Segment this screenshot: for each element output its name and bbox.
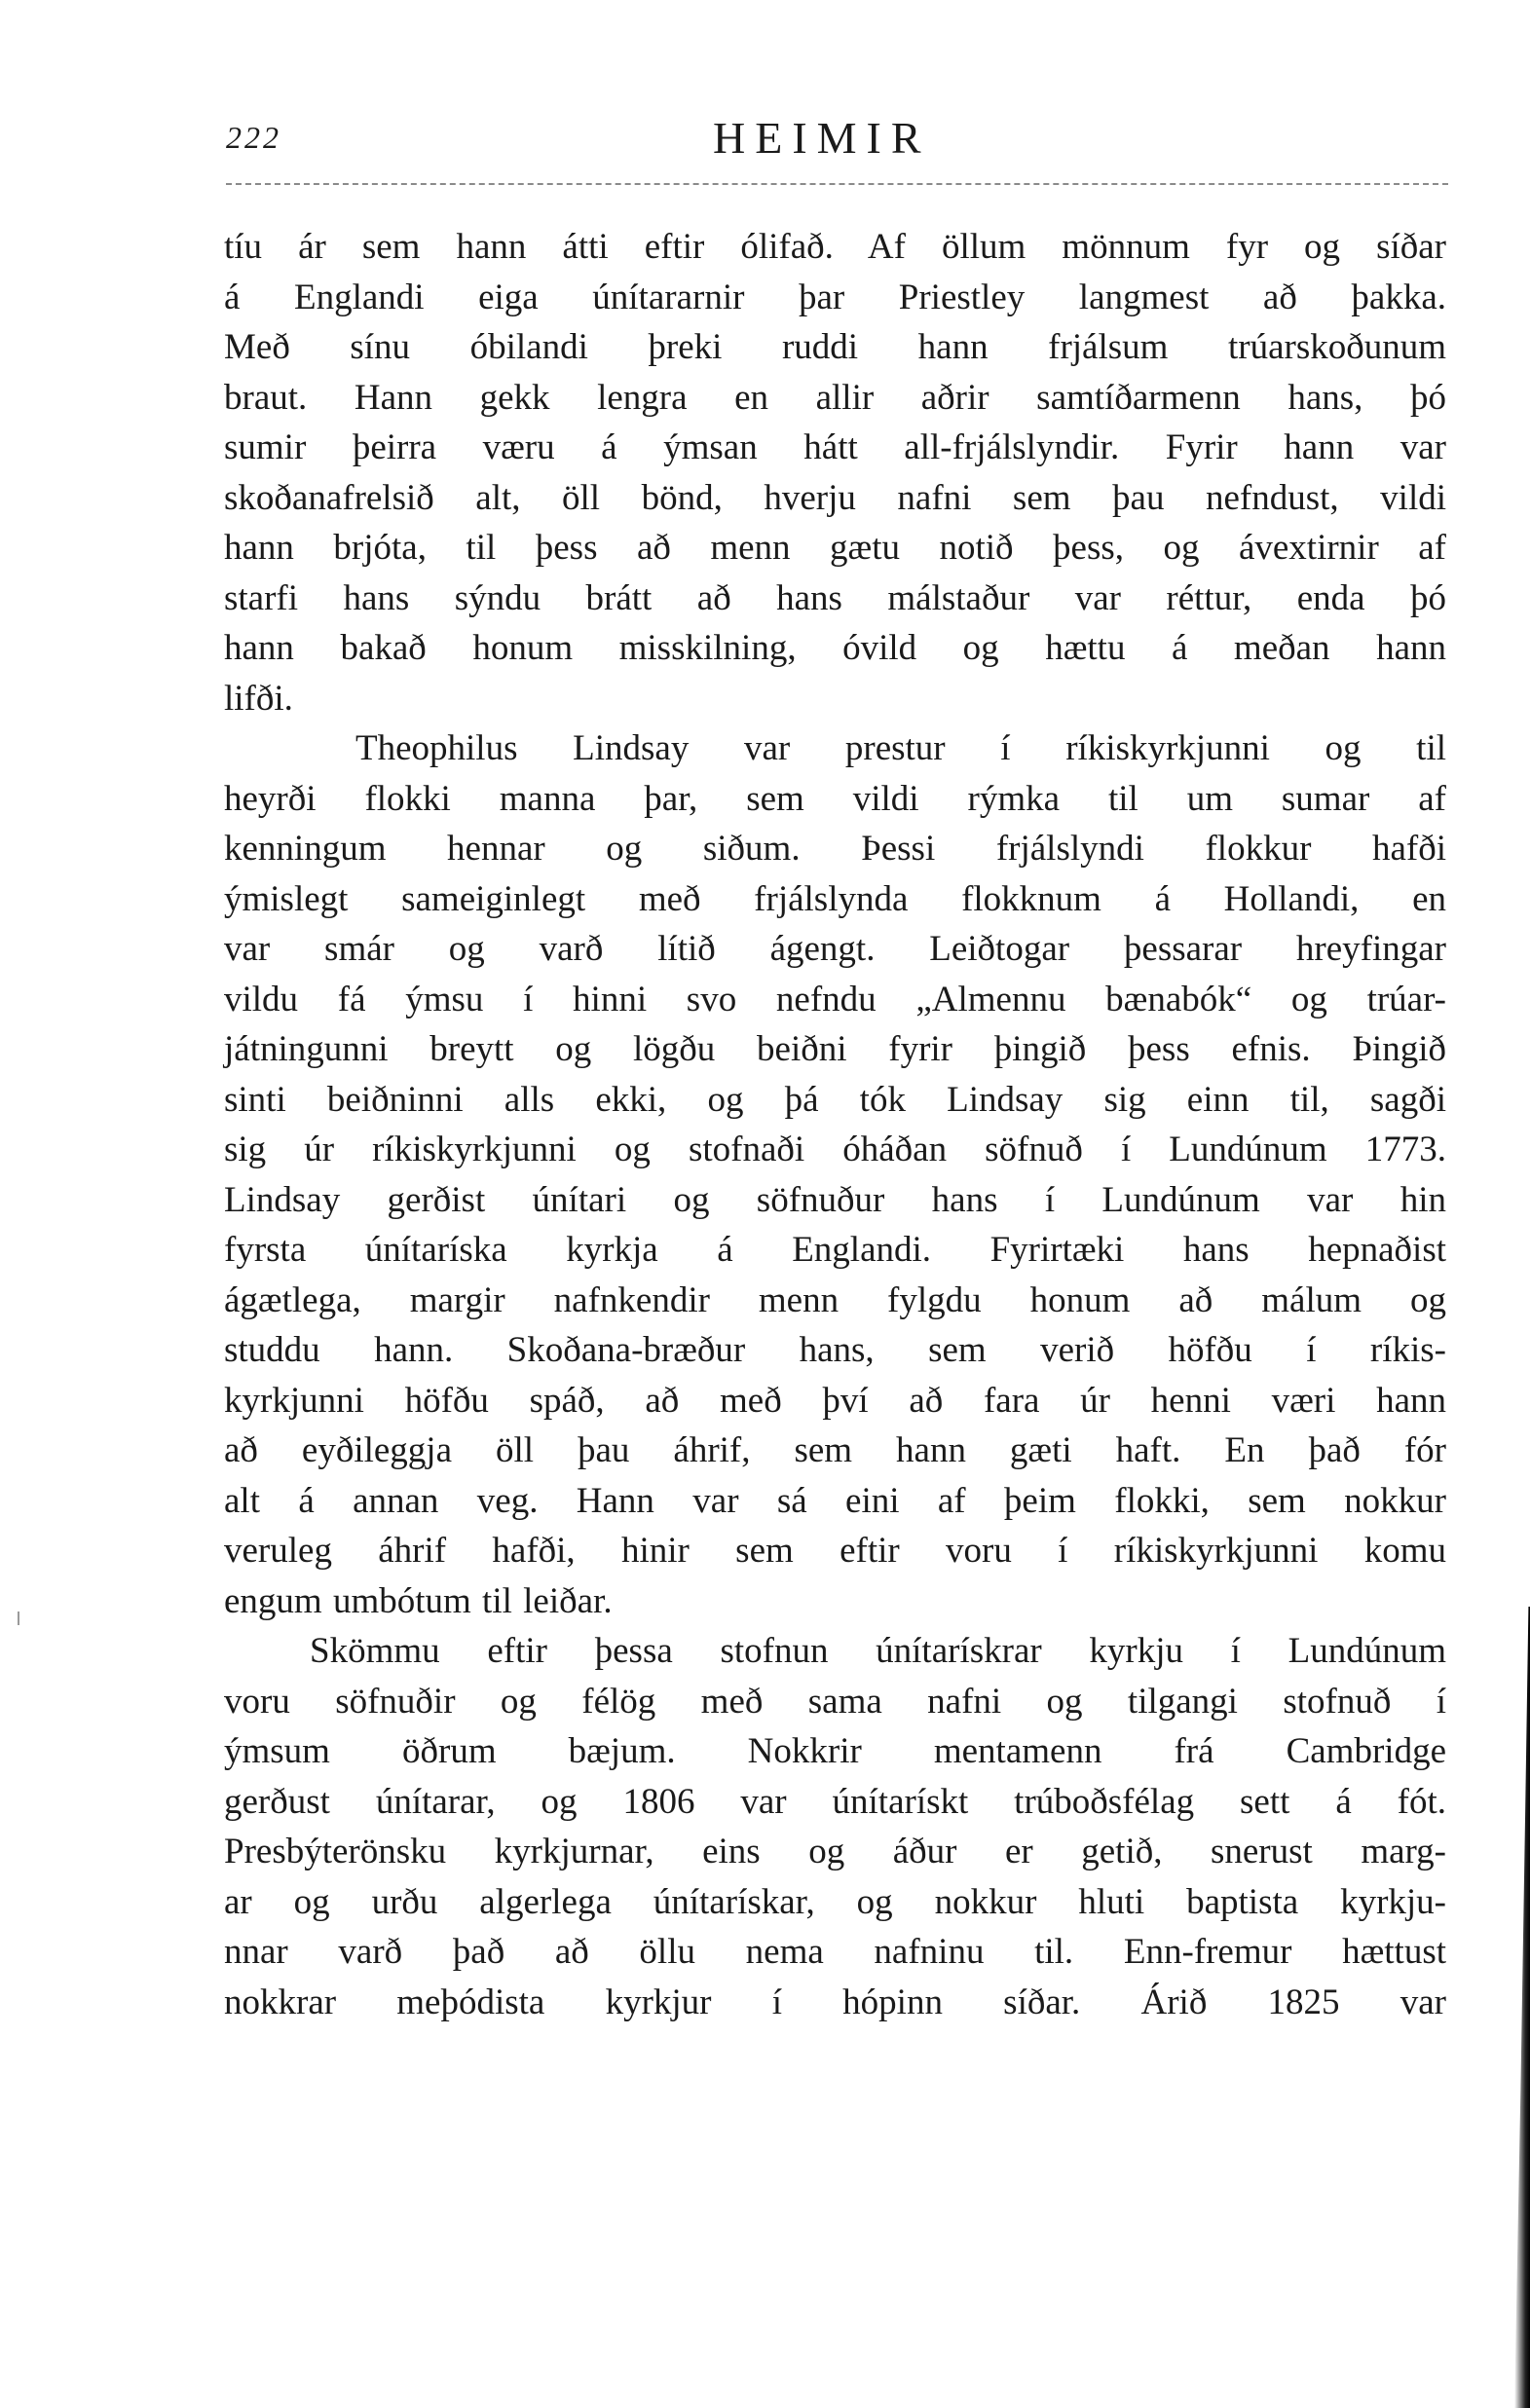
- body-text: [224, 222, 1446, 2027]
- text-line: vildu fá ýmsu í hinni svo nefndu „Almennu bænabók“ og trúar-: [224, 979, 1446, 1019]
- text-line: starfi hans sýndu brátt að hans málstaður var réttur, enda þó: [224, 577, 1446, 618]
- text-line: alt á annan veg. Hann var sá eini af þeim flokki, sem nokkur: [224, 1480, 1446, 1521]
- text-line: veruleg áhrif hafði, hinir sem eftir voru í ríkiskyrkjunni komu: [224, 1531, 1446, 1571]
- text-line: kyrkjunni höfðu spáð, að með því að fara úr henni væri hann: [224, 1380, 1446, 1421]
- text-line: braut. Hann gekk lengra en allir aðrir samtíðarmenn hans, þó: [224, 377, 1446, 418]
- header-rule: [226, 183, 1448, 185]
- text-line: voru söfnuðir og félög með sama nafni og tilgangi stofnuð í: [224, 1681, 1446, 1722]
- text-line: hann brjóta, til þess að menn gætu notið þess, og ávextirnir af: [224, 528, 1446, 568]
- text-line: studdu hann. Skoðana-bræður hans, sem verið höfðu í ríkis-: [224, 1330, 1446, 1370]
- text-line: heyrði flokki manna þar, sem vildi rýmka til um sumar af: [224, 778, 1446, 819]
- page-number: 222: [226, 120, 281, 155]
- text-line: Lindsay gerðist únítari og söfnuður hans í Lundúnum var hin: [224, 1179, 1446, 1220]
- running-head: [226, 112, 1448, 170]
- running-title: HEIMIR: [713, 113, 931, 163]
- text-line: ýmsum öðrum bæjum. Nokkrir mentamenn frá Cambridge: [224, 1731, 1446, 1771]
- text-line: sumir þeirra væru á ýmsan hátt all-frjálslyndir. Fyrir hann var: [224, 427, 1446, 467]
- text-line: skoðanafrelsið alt, öll bönd, hverju nafni sem þau nefndust, vildi: [224, 477, 1446, 518]
- text-line: lifði.: [224, 678, 293, 719]
- text-line: ágætlega, margir nafnkendir menn fylgdu honum að málum og: [224, 1279, 1446, 1320]
- text-line: kenningum hennar og siðum. Þessi frjálslyndi flokkur hafði: [224, 829, 1446, 869]
- text-line: sinti beiðninni alls ekki, og þá tók Lindsay sig einn til, sagði: [224, 1079, 1446, 1120]
- text-line: Með sínu óbilandi þreki ruddi hann frjálsum trúarskoðunum: [224, 327, 1446, 367]
- text-line: gerðust únítarar, og 1806 var únítarískt trúboðsfélag sett á fót.: [224, 1781, 1446, 1822]
- text-line: fyrsta únítaríska kyrkja á Englandi. Fyrirtæki hans hepnaðist: [224, 1230, 1446, 1270]
- paragraph-first-line: Theophilus Lindsay var prestur í ríkiskyrkjunni og til: [355, 728, 1446, 768]
- paragraph-first-line: Skömmu eftir þessa stofnun únítarískrar kyrkju í Lundúnum: [310, 1631, 1446, 1671]
- text-line: nokkrar meþódista kyrkjur í hópinn síðar. Árið 1825 var: [224, 1982, 1446, 2022]
- scan-speck: [18, 1612, 19, 1625]
- text-line: tíu ár sem hann átti eftir ólifað. Af öllum mönnum fyr og síðar: [224, 227, 1446, 267]
- text-line: var smár og varð lítið ágengt. Leiðtogar þessarar hreyfingar: [224, 929, 1446, 969]
- text-line: ar og urðu algerlega únítarískar, og nokkur hluti baptista kyrkju-: [224, 1881, 1446, 1922]
- text-line: ýmislegt sameiginlegt með frjálslynda flokknum á Hollandi, en: [224, 878, 1446, 919]
- text-line: játningunni breytt og lögðu beiðni fyrir þingið þess efnis. Þingið: [224, 1029, 1446, 1069]
- text-line: á Englandi eiga únítararnir þar Priestley langmest að þakka.: [224, 277, 1446, 317]
- text-line: sig úr ríkiskyrkjunni og stofnaði óháðan söfnuð í Lundúnum 1773.: [224, 1130, 1446, 1169]
- text-line: Presbýterönsku kyrkjurnar, eins og áður er getið, snerust marg-: [224, 1832, 1446, 1871]
- text-line: hann bakað honum misskilning, óvild og hættu á meðan hann: [224, 628, 1446, 668]
- text-line: nnar varð það að öllu nema nafninu til. Enn-fremur hættust: [224, 1932, 1446, 1972]
- text-line: að eyðileggja öll þau áhrif, sem hann gæti haft. En það fór: [224, 1430, 1446, 1470]
- binding-shadow: [1514, 1607, 1530, 2408]
- text-line: engum umbótum til leiðar.: [224, 1580, 613, 1621]
